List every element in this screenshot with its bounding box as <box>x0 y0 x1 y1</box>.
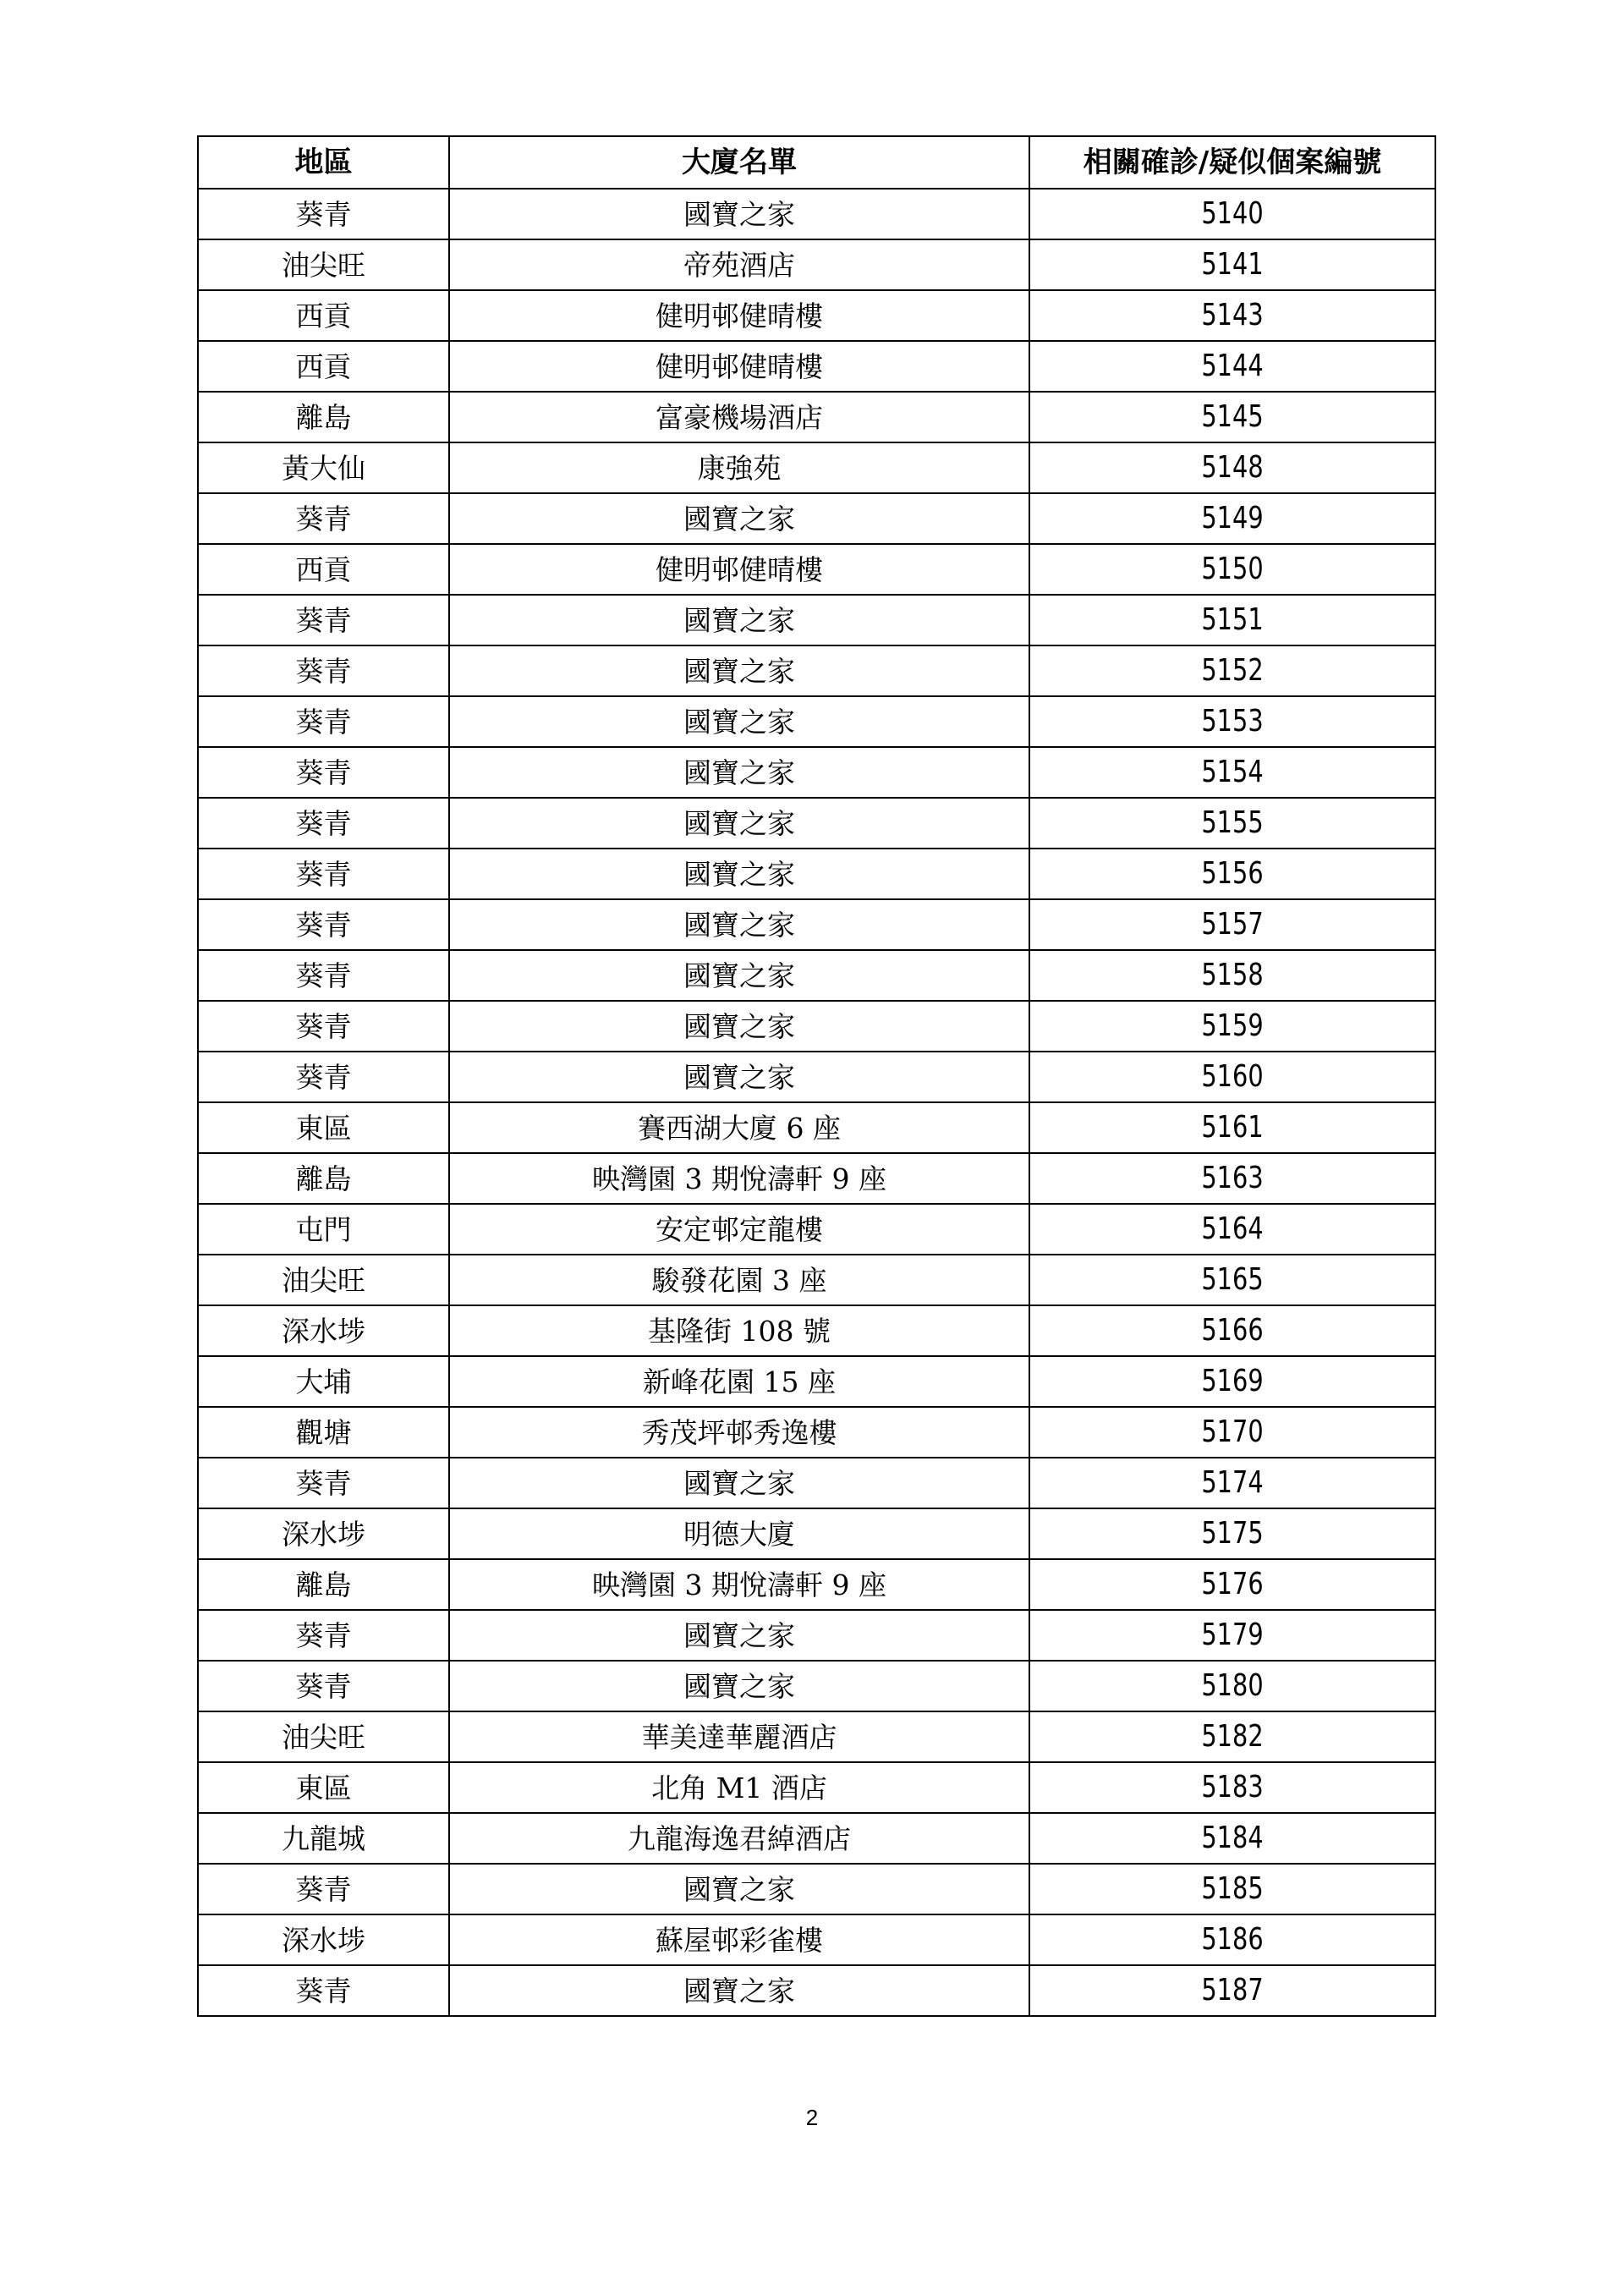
case-number-cell: 5165 <box>1070 1255 1395 1305</box>
building-name-cell: 國寶之家 <box>449 1001 1029 1052</box>
building-name-cell: 華美達華麗酒店 <box>449 1711 1029 1762</box>
table-row <box>198 1001 1435 1052</box>
case-number-cell: 5160 <box>1070 1052 1395 1102</box>
case-number-cell: 5150 <box>1070 544 1395 595</box>
table-row <box>198 1762 1435 1813</box>
building-name-cell: 國寶之家 <box>449 950 1029 1001</box>
building-name-cell: 康強苑 <box>449 442 1029 493</box>
building-name-cell: 國寶之家 <box>449 899 1029 950</box>
case-number-cell: 5153 <box>1070 696 1395 747</box>
district-cell: 葵青 <box>198 798 449 849</box>
case-number-cell: 5185 <box>1070 1864 1395 1914</box>
table-row <box>198 1813 1435 1864</box>
case-number-cell: 5152 <box>1070 645 1395 696</box>
district-cell: 東區 <box>198 1102 449 1153</box>
table-body <box>198 189 1435 2016</box>
table-row <box>198 341 1435 392</box>
case-number-cell: 5180 <box>1070 1661 1395 1711</box>
case-number-cell: 5163 <box>1070 1153 1395 1204</box>
building-name-cell: 安定邨定龍樓 <box>449 1204 1029 1255</box>
building-name-cell: 國寶之家 <box>449 798 1029 849</box>
case-number-cell: 5187 <box>1070 1965 1395 2016</box>
table-row <box>198 1255 1435 1305</box>
district-cell: 油尖旺 <box>198 1255 449 1305</box>
case-number-cell: 5145 <box>1070 392 1395 442</box>
district-cell: 大埔 <box>198 1356 449 1407</box>
case-number-cell: 5154 <box>1070 747 1395 798</box>
building-name-cell: 國寶之家 <box>449 747 1029 798</box>
table-row <box>198 899 1435 950</box>
building-name-cell: 秀茂坪邨秀逸樓 <box>449 1407 1029 1458</box>
table-row <box>198 1407 1435 1458</box>
district-cell: 東區 <box>198 1762 449 1813</box>
case-number-cell: 5161 <box>1070 1102 1395 1153</box>
case-number-cell: 5141 <box>1070 239 1395 290</box>
district-cell: 葵青 <box>198 1864 449 1914</box>
building-name-cell: 駿發花園 3 座 <box>449 1255 1029 1305</box>
case-number-cell: 5149 <box>1070 493 1395 544</box>
district-cell: 離島 <box>198 1559 449 1610</box>
case-number-cell: 5184 <box>1070 1813 1395 1864</box>
case-number-cell: 5159 <box>1070 1001 1395 1052</box>
header-case-numbers: 相關確診/疑似個案編號 <box>1029 136 1435 189</box>
table-row <box>198 1610 1435 1661</box>
building-name-cell: 國寶之家 <box>449 1864 1029 1914</box>
district-cell: 屯門 <box>198 1204 449 1255</box>
district-cell: 西貢 <box>198 290 449 341</box>
table-row <box>198 1356 1435 1407</box>
district-cell: 油尖旺 <box>198 239 449 290</box>
district-cell: 葵青 <box>198 1610 449 1661</box>
district-cell: 葵青 <box>198 1458 449 1508</box>
table-row <box>198 1965 1435 2016</box>
table-row <box>198 1661 1435 1711</box>
case-number-cell: 5140 <box>1070 189 1395 239</box>
building-name-cell: 富豪機場酒店 <box>449 392 1029 442</box>
building-name-cell: 北角 M1 酒店 <box>449 1762 1029 1813</box>
district-cell: 觀塘 <box>198 1407 449 1458</box>
building-name-cell: 國寶之家 <box>449 189 1029 239</box>
table-row <box>198 696 1435 747</box>
case-number-cell: 5176 <box>1070 1559 1395 1610</box>
building-name-cell: 國寶之家 <box>449 595 1029 645</box>
table-row <box>198 1052 1435 1102</box>
building-name-cell: 國寶之家 <box>449 1458 1029 1508</box>
buildings-table <box>197 135 1436 2017</box>
case-number-cell: 5186 <box>1070 1914 1395 1965</box>
district-cell: 深水埗 <box>198 1508 449 1559</box>
building-name-cell: 國寶之家 <box>449 849 1029 899</box>
table-row <box>198 1914 1435 1965</box>
header-district: 地區 <box>198 136 449 189</box>
district-cell: 葵青 <box>198 595 449 645</box>
case-number-cell: 5143 <box>1070 290 1395 341</box>
table-row <box>198 493 1435 544</box>
case-number-cell: 5164 <box>1070 1204 1395 1255</box>
table-row <box>198 595 1435 645</box>
district-cell: 葵青 <box>198 747 449 798</box>
table-row <box>198 798 1435 849</box>
building-name-cell: 健明邨健晴樓 <box>449 341 1029 392</box>
case-number-cell: 5166 <box>1070 1305 1395 1356</box>
building-name-cell: 映灣園 3 期悅濤軒 9 座 <box>449 1153 1029 1204</box>
building-name-cell: 蘇屋邨彩雀樓 <box>449 1914 1029 1965</box>
case-number-cell: 5144 <box>1070 341 1395 392</box>
page-number: 2 <box>805 2105 819 2130</box>
district-cell: 深水埗 <box>198 1914 449 1965</box>
district-cell: 西貢 <box>198 544 449 595</box>
district-cell: 西貢 <box>198 341 449 392</box>
building-name-cell: 國寶之家 <box>449 1610 1029 1661</box>
building-name-cell: 健明邨健晴樓 <box>449 290 1029 341</box>
building-name-cell: 明德大廈 <box>449 1508 1029 1559</box>
district-cell: 葵青 <box>198 493 449 544</box>
building-name-cell: 九龍海逸君綽酒店 <box>449 1813 1029 1864</box>
building-name-cell: 國寶之家 <box>449 645 1029 696</box>
table-row <box>198 1711 1435 1762</box>
table-row <box>198 1458 1435 1508</box>
case-number-cell: 5158 <box>1070 950 1395 1001</box>
district-cell: 離島 <box>198 392 449 442</box>
district-cell: 九龍城 <box>198 1813 449 1864</box>
case-number-cell: 5183 <box>1070 1762 1395 1813</box>
table-row <box>198 747 1435 798</box>
district-cell: 葵青 <box>198 645 449 696</box>
building-name-cell: 國寶之家 <box>449 493 1029 544</box>
table-row <box>198 1102 1435 1153</box>
table-row <box>198 1204 1435 1255</box>
district-cell: 葵青 <box>198 1052 449 1102</box>
district-cell: 葵青 <box>198 1001 449 1052</box>
building-name-cell: 賽西湖大廈 6 座 <box>449 1102 1029 1153</box>
district-cell: 葵青 <box>198 899 449 950</box>
building-name-cell: 國寶之家 <box>449 1965 1029 2016</box>
table-row <box>198 950 1435 1001</box>
building-name-cell: 新峰花園 15 座 <box>449 1356 1029 1407</box>
table-row <box>198 645 1435 696</box>
case-number-cell: 5151 <box>1070 595 1395 645</box>
district-cell: 葵青 <box>198 849 449 899</box>
case-number-cell: 5174 <box>1070 1458 1395 1508</box>
case-number-cell: 5179 <box>1070 1610 1395 1661</box>
table-row <box>198 442 1435 493</box>
table-row <box>198 1305 1435 1356</box>
building-name-cell: 國寶之家 <box>449 1052 1029 1102</box>
table-row <box>198 290 1435 341</box>
case-number-cell: 5170 <box>1070 1407 1395 1458</box>
district-cell: 離島 <box>198 1153 449 1204</box>
district-cell: 葵青 <box>198 696 449 747</box>
building-name-cell: 健明邨健晴樓 <box>449 544 1029 595</box>
building-name-cell: 基隆街 108 號 <box>449 1305 1029 1356</box>
district-cell: 葵青 <box>198 950 449 1001</box>
case-number-cell: 5169 <box>1070 1356 1395 1407</box>
case-number-cell: 5175 <box>1070 1508 1395 1559</box>
case-number-cell: 5156 <box>1070 849 1395 899</box>
case-number-cell: 5157 <box>1070 899 1395 950</box>
case-number-cell: 5148 <box>1070 442 1395 493</box>
table-row <box>198 1153 1435 1204</box>
building-name-cell: 帝苑酒店 <box>449 239 1029 290</box>
table-header-row <box>198 136 1435 189</box>
district-cell: 葵青 <box>198 1661 449 1711</box>
building-name-cell: 國寶之家 <box>449 1661 1029 1711</box>
case-number-cell: 5182 <box>1070 1711 1395 1762</box>
header-building-list: 大廈名單 <box>449 136 1029 189</box>
district-cell: 油尖旺 <box>198 1711 449 1762</box>
table-row <box>198 189 1435 239</box>
district-cell: 黃大仙 <box>198 442 449 493</box>
table-row <box>198 392 1435 442</box>
case-number-cell: 5155 <box>1070 798 1395 849</box>
table-row <box>198 239 1435 290</box>
district-cell: 深水埗 <box>198 1305 449 1356</box>
table-row <box>198 544 1435 595</box>
building-name-cell: 映灣園 3 期悅濤軒 9 座 <box>449 1559 1029 1610</box>
building-name-cell: 國寶之家 <box>449 696 1029 747</box>
district-cell: 葵青 <box>198 189 449 239</box>
table-row <box>198 1864 1435 1914</box>
table-row <box>198 849 1435 899</box>
table-row <box>198 1559 1435 1610</box>
district-cell: 葵青 <box>198 1965 449 2016</box>
table-row <box>198 1508 1435 1559</box>
